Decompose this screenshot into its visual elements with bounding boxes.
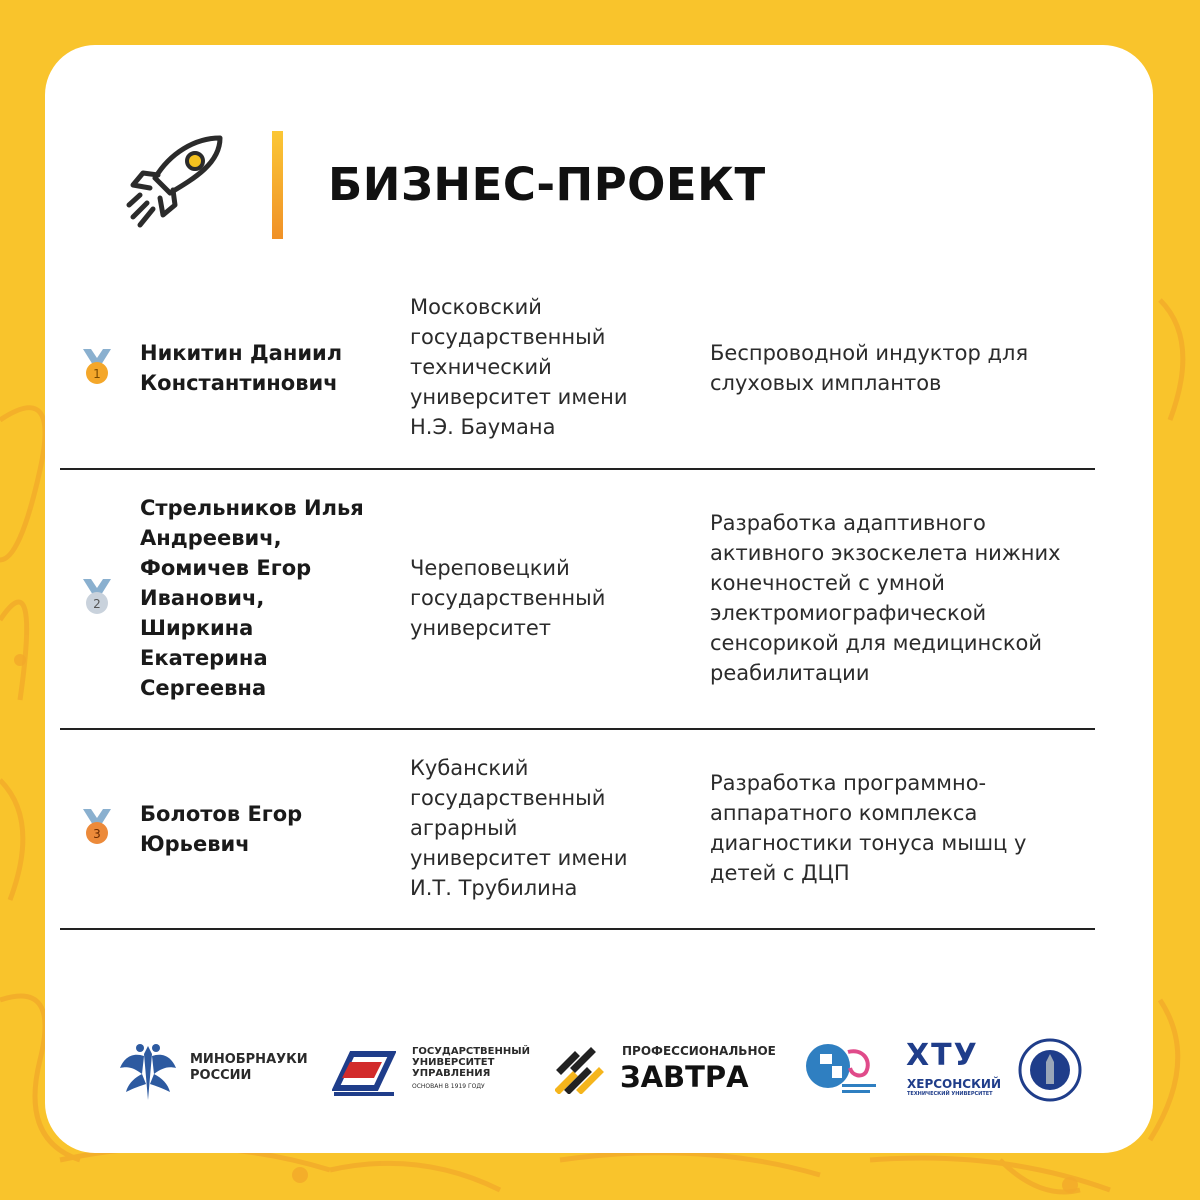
svg-text:3: 3 [93, 827, 101, 841]
puzzle-logo-icon [802, 1040, 878, 1098]
pz-line-2: ЗАВТРА [620, 1060, 749, 1094]
row-divider [60, 728, 1095, 730]
medal-silver-icon [81, 579, 113, 617]
svg-text:1: 1 [93, 367, 101, 381]
university: Кубанский государственный аграрный университет имени И.Т. Трубилина [410, 756, 628, 900]
page-title: БИЗНЕС-ПРОЕКТ [328, 158, 766, 211]
accent-bar [272, 131, 283, 239]
project-title: Разработка программно-аппаратного комплекса диагностики тонуса мышц у детей с ДЦП [710, 771, 1027, 885]
guu-line-4: ОСНОВАН В 1919 ГОДУ [412, 1083, 485, 1090]
partner-logos [0, 1030, 1200, 1110]
medal-gold-icon [81, 349, 113, 387]
guu-line-3: УПРАВЛЕНИЯ [412, 1068, 491, 1079]
guu-logo-icon [332, 1048, 396, 1096]
row-divider [60, 928, 1095, 930]
participant-name: Стрельников Илья Андреевич, Фомичев Егор Иванович, Ширкина Екатерина Сергеевна [140, 496, 364, 700]
xtu-mark: ХТУ [906, 1038, 979, 1073]
minobr-logo-text: МИНОБРНАУКИ РОССИИ [190, 1052, 308, 1083]
guu-line-2: УНИВЕРСИТЕТ [412, 1057, 495, 1068]
university: Московский государственный технический университет имени Н.Э. Баумана [410, 295, 628, 439]
professional-tomorrow-logo-icon [555, 1046, 605, 1094]
participant-name: Никитин Даниил Константинович [140, 341, 343, 395]
university-seal-icon [1018, 1038, 1082, 1102]
xtu-sub: ТЕХНИЧЕСКИЙ УНИВЕРСИТЕТ [907, 1091, 993, 1097]
project-title: Беспроводной индуктор для слуховых имплантов [710, 341, 1029, 395]
participant-name: Болотов Егор Юрьевич [140, 802, 303, 856]
guu-line-1: ГОСУДАРСТВЕННЫЙ [412, 1046, 530, 1057]
russian-eagle-logo-icon [118, 1040, 178, 1102]
xtu-name: ХЕРСОНСКИЙ [907, 1077, 1001, 1091]
svg-text:2: 2 [93, 597, 101, 611]
medal-bronze-icon [81, 809, 113, 847]
row-divider [60, 468, 1095, 470]
pz-line-1: ПРОФЕССИОНАЛЬНОЕ [622, 1044, 776, 1058]
university: Череповецкий государственный университет [410, 556, 606, 640]
project-title: Разработка адаптивного активного экзоскелета нижних конечностей с умной электромиографической сенсорикой для медицинской реабилитации [710, 511, 1061, 685]
rocket-icon [125, 133, 227, 233]
